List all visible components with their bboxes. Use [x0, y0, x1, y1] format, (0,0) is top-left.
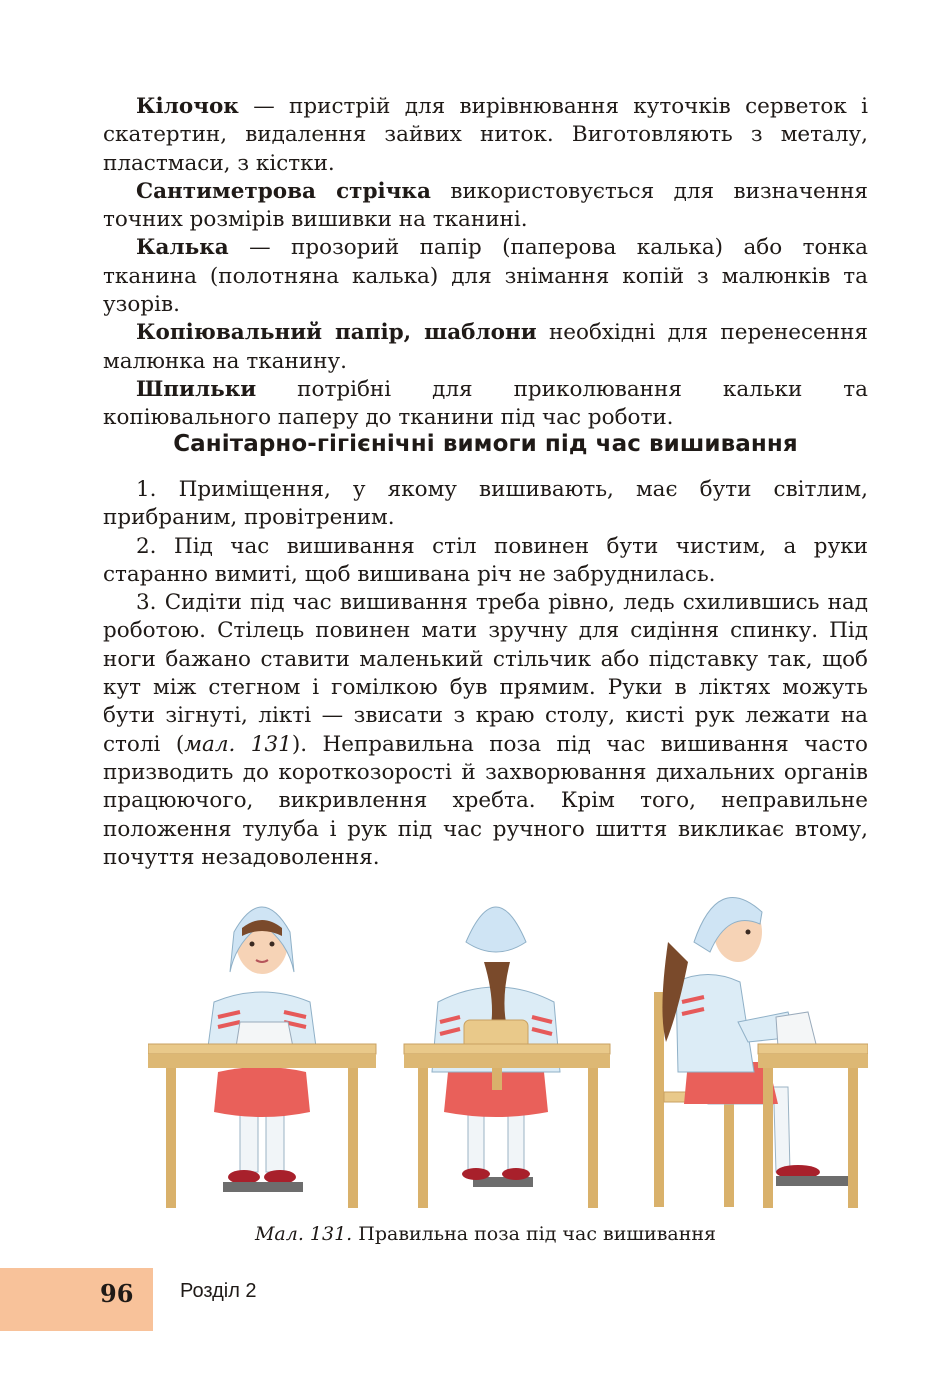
requirement-item: 2. Під час вишивання стіл повинен бути чистим, а руки старанно вимиті, щоб вишивана річ не забруднилась. [103, 533, 868, 587]
caption-text: Правильна поза під час вишивання [352, 1223, 717, 1245]
requirement-text: ). Неправильна поза під час вишивання часто призводить до короткозорості й захворювання дихальних органів працюючого, викривлення хребта. Крім того, неправильне положення тулуба і рук під час ручного шиття викликає втому, почуття незадоволення. [103, 731, 869, 870]
sitting-posture-illustration [148, 872, 868, 1217]
requirement-text: 3. Сидіти під час вишивання треба рівно, ледь схилившись над роботою. Стілець повинен мати зручну для сидіння спинку. Під ноги бажано ставити маленький стільчик або підставку так, щоб кут між стегном і гомілкою був прямим. Руки в ліктях можуть бути зігнуті, лікті — звисати з краю столу, кисті рук лежати на столі ( [103, 590, 868, 757]
definition-text: потрібні для приколювання кальки та копіювального паперу до тканини під час роботи. [103, 376, 868, 431]
section-label: Розділ 2 [180, 1280, 257, 1302]
definition-copy-paper [103, 319, 868, 376]
caption-label: Мал. 131. [254, 1223, 353, 1245]
definition-kalka [103, 234, 868, 319]
term: Копіювальний папір, шаблони [136, 320, 537, 346]
definition-pins [103, 376, 868, 433]
definition-text: — прозорий папір (паперова калька) або тонка тканина (полотняна калька) для знімання копій з малюнків та узорів. [103, 235, 868, 318]
front-view-figure [148, 907, 376, 1208]
requirement-item: 1. Приміщення, у якому вишивають, має бути світлим, прибраним, провітреним. [103, 477, 868, 531]
definition-kilochok [103, 93, 868, 178]
definition-text: використовується для визначення точних розмірів вишивки на тканині. [103, 178, 868, 233]
term: Шпильки [136, 376, 257, 402]
figure-reference: мал. 131 [184, 731, 292, 757]
term: Сантиметрова стрічка [136, 178, 431, 204]
definition-text: необхідні для перенесення малюнка на тканину. [103, 320, 868, 374]
requirement-item [103, 589, 868, 872]
figure-caption [103, 1223, 868, 1245]
section-heading: Санітарно-гігієнічні вимоги під час вишивання [173, 431, 798, 457]
requirements-list [103, 476, 868, 872]
tools-definitions [103, 93, 868, 433]
term: Калька [136, 235, 229, 261]
page-number: 96 [100, 1279, 134, 1308]
definition-tape [103, 178, 868, 235]
definition-text: — пристрій для вирівнювання куточків серветок і скатертин, видалення зайвих ниток. Виготовляють з металу, пластмаси, з кістки. [103, 94, 868, 176]
back-view-figure [404, 907, 610, 1208]
side-view-figure [654, 897, 868, 1208]
term: Кілочок [136, 94, 239, 119]
